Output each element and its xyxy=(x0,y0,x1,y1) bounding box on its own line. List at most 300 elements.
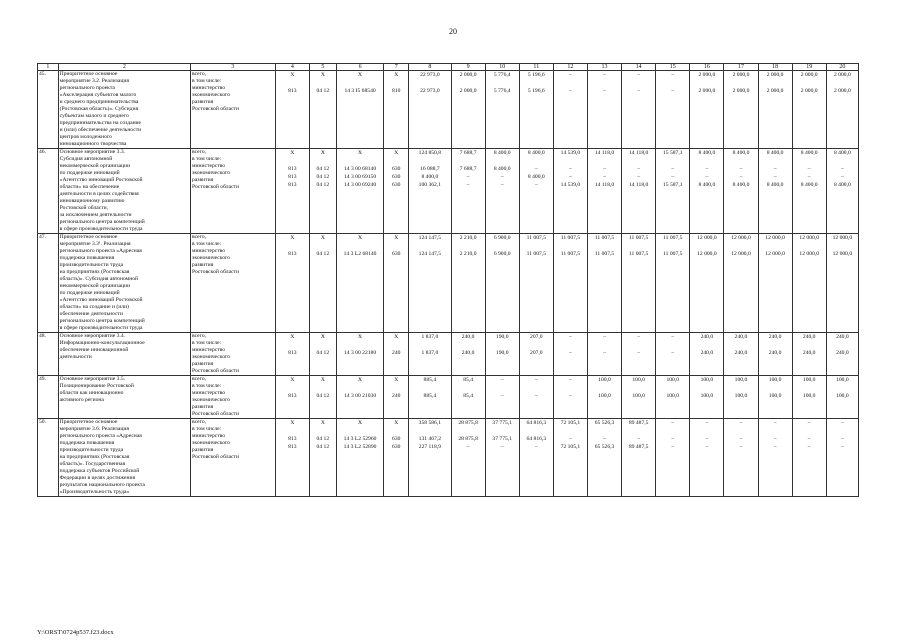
code-value: 813 xyxy=(288,166,297,172)
code-value: Х xyxy=(358,377,363,383)
executor-line: Ростовской области xyxy=(192,368,239,374)
amount-value: 22 973,0 xyxy=(420,72,440,78)
code-value: 14 3 00 69240 xyxy=(343,182,377,188)
column-header: 7 xyxy=(384,64,409,71)
event-name-line: инновационному развитию xyxy=(59,198,125,204)
code-value: 240 xyxy=(392,393,401,399)
amount-value: 100,0 xyxy=(836,377,849,383)
amount-value: – xyxy=(671,166,675,172)
amount-value: – xyxy=(739,436,743,442)
amount-cell xyxy=(724,234,758,333)
event-name-line: некоммерческой организации xyxy=(59,283,131,289)
amount-value: 2 210,0 xyxy=(459,235,477,241)
amount-value: 100,0 xyxy=(598,377,611,383)
executor-line: всего, xyxy=(192,333,207,339)
code-cell xyxy=(275,71,309,149)
code-value: Х xyxy=(320,377,325,383)
amount-value: – xyxy=(637,436,641,442)
executor-line: всего, xyxy=(192,376,207,382)
code-value: 813 xyxy=(288,350,297,356)
code-value: 04 12 xyxy=(316,174,330,180)
row-number: 48. xyxy=(38,333,59,376)
budget-table xyxy=(37,63,859,497)
amount-value: 885,4 xyxy=(423,393,437,399)
amount-cell xyxy=(587,149,621,234)
amount-cell xyxy=(553,149,587,234)
amount-cell xyxy=(451,149,485,234)
amount-value: 85,4 xyxy=(463,377,473,383)
event-name-line: деятельности в целях содействия xyxy=(59,191,139,197)
code-cell xyxy=(309,149,336,234)
code-value: Х xyxy=(358,72,363,78)
event-name-line: области» на обеспечение xyxy=(59,184,120,190)
amount-value: – xyxy=(739,166,743,172)
amount-value: – xyxy=(671,88,675,94)
amount-value: 240,0 xyxy=(802,350,816,356)
amount-value: 100,0 xyxy=(666,377,680,383)
amount-cell xyxy=(758,333,792,376)
executor-line: министерство xyxy=(192,433,226,439)
code-value: 813 xyxy=(288,88,297,94)
code-value: 630 xyxy=(392,444,401,450)
column-header: 1 xyxy=(38,64,59,71)
amount-value: – xyxy=(773,166,777,172)
event-name-line: производительности труда xyxy=(59,447,124,453)
amount-cell xyxy=(553,333,587,376)
amount-cell xyxy=(792,234,826,333)
amount-cell xyxy=(409,376,451,419)
amount-value: – xyxy=(705,436,709,442)
amount-value: 16 088,7 xyxy=(420,166,440,172)
amount-value: 2 000,0 xyxy=(698,72,716,78)
amount-value: 12 000,0 xyxy=(697,235,717,241)
code-value: Х xyxy=(290,420,295,426)
code-value: 630 xyxy=(392,174,401,180)
event-name-line: регионального центра компетенций xyxy=(59,219,145,225)
amount-cell xyxy=(792,71,826,149)
amount-value: 11 007,5 xyxy=(628,235,649,241)
code-value: Х xyxy=(320,150,325,156)
amount-value: – xyxy=(603,436,606,442)
amount-cell xyxy=(622,376,656,419)
amount-value: 11 007,5 xyxy=(560,235,581,241)
amount-cell xyxy=(826,419,858,497)
amount-value: 100,0 xyxy=(632,393,645,399)
amount-value: – xyxy=(739,420,743,426)
executor-line: развития xyxy=(192,404,214,410)
code-cell xyxy=(336,419,384,497)
event-name-line: мероприятие 3.2. Реализация xyxy=(59,78,129,84)
amount-value: – xyxy=(705,166,709,172)
code-value: 14 3 I5 68540 xyxy=(344,88,376,94)
amount-cell xyxy=(724,419,758,497)
amount-value: 124 147,5 xyxy=(418,235,442,241)
amount-value: 11 007,5 xyxy=(526,235,546,241)
event-name-line: и (или) обеспечение деятельности xyxy=(59,127,142,133)
amount-cell xyxy=(587,376,621,419)
event-name-line: мероприятие 3.6. Реализация xyxy=(59,426,129,432)
event-name-line: Информационно-консультационное xyxy=(59,340,145,346)
event-name xyxy=(58,419,190,497)
column-header: 20 xyxy=(826,64,858,71)
code-cell xyxy=(309,376,336,419)
amount-value: 8 400,0 xyxy=(732,150,750,156)
event-name-line: на предприятиях (Ростовская xyxy=(59,269,130,275)
amount-value: 6 900,0 xyxy=(493,251,511,257)
executor-line: министерство xyxy=(192,347,226,353)
amount-value: 100,0 xyxy=(802,393,816,399)
event-name-line: регионального центра компетенций xyxy=(59,318,145,324)
event-name-line: на предприятиях (Ростовская xyxy=(59,454,130,460)
event-name-line: Основное мероприятие 3.3. xyxy=(59,149,126,155)
amount-cell xyxy=(792,333,826,376)
amount-value: – xyxy=(671,174,675,180)
code-cell xyxy=(336,71,384,149)
amount-cell xyxy=(519,419,553,497)
column-header: 17 xyxy=(724,64,758,71)
executor-line: министерство xyxy=(192,85,226,91)
amount-value: 65 526,3 xyxy=(594,444,615,450)
amount-value: – xyxy=(569,393,572,399)
amount-value: 5 196,6 xyxy=(527,72,545,78)
executor xyxy=(191,71,276,149)
amount-value: 100,0 xyxy=(734,377,748,383)
code-cell xyxy=(275,149,309,234)
code-cell xyxy=(275,376,309,419)
row-number: 49. xyxy=(38,376,59,419)
amount-value: – xyxy=(637,72,641,78)
executor-line: в том числе: xyxy=(192,78,222,84)
amount-value: – xyxy=(773,174,777,180)
amount-value: 240,0 xyxy=(461,334,475,340)
event-name-line: Приоритетное основное xyxy=(59,419,118,425)
amount-value: 240,0 xyxy=(836,334,849,340)
amount-cell xyxy=(826,376,858,419)
amount-value: 8 400,0 xyxy=(493,166,511,172)
event-name-line: активного региона xyxy=(59,397,104,403)
event-name-line: предпринимательства на создание xyxy=(59,120,142,126)
amount-value: – xyxy=(739,444,743,450)
amount-value: – xyxy=(569,350,572,356)
amount-value: 2 000,0 xyxy=(459,72,477,78)
amount-value: 14 118,0 xyxy=(628,182,649,188)
column-header: 14 xyxy=(622,64,656,71)
amount-cell xyxy=(553,419,587,497)
amount-value: 100,0 xyxy=(836,393,849,399)
executor-line: экономического xyxy=(192,255,230,261)
amount-cell xyxy=(519,234,553,333)
amount-cell xyxy=(656,71,690,149)
amount-value: – xyxy=(534,377,538,383)
amount-cell xyxy=(519,376,553,419)
event-name-line: мероприятие 3.3¹. Реализация xyxy=(59,241,131,247)
amount-value: 2 000,0 xyxy=(800,72,818,78)
amount-value: – xyxy=(807,436,811,442)
amount-cell xyxy=(587,71,621,149)
amount-value: – xyxy=(500,444,504,450)
amount-value: 37 775,1 xyxy=(492,420,512,426)
code-cell xyxy=(336,376,384,419)
code-value: 04 12 xyxy=(316,166,330,172)
amount-cell xyxy=(519,71,553,149)
amount-cell xyxy=(519,149,553,234)
amount-value: 100,0 xyxy=(700,377,714,383)
amount-cell xyxy=(451,419,485,497)
amount-value: 8 400,0 xyxy=(698,182,716,188)
column-header: 4 xyxy=(275,64,309,71)
executor-line: Ростовской области xyxy=(192,411,239,417)
amount-cell xyxy=(409,149,451,234)
executor xyxy=(191,234,276,333)
amount-value: 64 816,3 xyxy=(526,436,547,442)
amount-value: – xyxy=(840,166,844,172)
amount-cell xyxy=(485,333,519,376)
amount-value: 8 400,0 xyxy=(493,150,511,156)
amount-value: 240,0 xyxy=(700,334,714,340)
executor xyxy=(191,376,276,419)
amount-cell xyxy=(724,376,758,419)
event-name-line: область)». Государственная xyxy=(59,461,126,467)
amount-value: 8 400,0 xyxy=(527,174,545,180)
table-row xyxy=(38,149,859,234)
amount-value: 11 007,5 xyxy=(663,235,683,241)
amount-value: 8 400,0 xyxy=(766,150,784,156)
executor-line: Ростовской области xyxy=(192,184,239,190)
event-name-line: деятельности xyxy=(59,354,92,360)
amount-cell xyxy=(656,419,690,497)
code-value: 04 12 xyxy=(316,88,330,94)
amount-value: – xyxy=(569,166,572,172)
amount-value: – xyxy=(807,420,811,426)
amount-cell xyxy=(690,419,724,497)
table-row xyxy=(38,71,859,149)
code-cell xyxy=(336,149,384,234)
executor-line: в том числе: xyxy=(192,156,222,162)
event-name xyxy=(58,71,190,149)
amount-value: 11 007,5 xyxy=(594,235,615,241)
amount-value: 14 539,0 xyxy=(560,150,581,156)
code-value: 813 xyxy=(288,436,297,442)
table-row xyxy=(38,376,859,419)
code-value: Х xyxy=(320,334,325,340)
amount-value: 8 400,0 xyxy=(527,150,545,156)
amount-value: 190,0 xyxy=(495,350,509,356)
column-header: 10 xyxy=(485,64,519,71)
amount-value: 100,0 xyxy=(768,377,782,383)
event-name-line: Приоритетное основное xyxy=(59,234,118,240)
amount-value: – xyxy=(807,174,811,180)
amount-value: 1 837,0 xyxy=(421,350,439,356)
amount-value: – xyxy=(840,174,844,180)
amount-value: – xyxy=(569,377,572,383)
amount-value: 14 118,0 xyxy=(594,182,615,188)
amount-value: 15 587,1 xyxy=(662,182,683,188)
code-value: Х xyxy=(394,334,399,340)
amount-value: – xyxy=(739,174,743,180)
code-value: Х xyxy=(394,235,399,241)
event-name-line: «Производительность труда» xyxy=(59,489,130,495)
row-number: 46. xyxy=(38,149,59,234)
code-cell xyxy=(309,419,336,497)
amount-value: 11 007,5 xyxy=(526,251,546,257)
amount-value: – xyxy=(569,334,572,340)
amount-value: – xyxy=(603,88,606,94)
amount-value: – xyxy=(569,88,572,94)
code-value: Х xyxy=(290,150,295,156)
amount-value: – xyxy=(637,350,641,356)
executor-line: развития xyxy=(192,447,214,453)
amount-cell xyxy=(792,149,826,234)
executor-line: экономического xyxy=(192,92,230,98)
amount-cell xyxy=(826,149,858,234)
executor-line: всего, xyxy=(192,149,207,155)
code-value: Х xyxy=(320,235,325,241)
executor-line: министерство xyxy=(192,163,226,169)
amount-cell xyxy=(485,419,519,497)
code-value: 14 3 00 21030 xyxy=(343,393,377,399)
amount-value: – xyxy=(705,174,709,180)
amount-value: 12 000,0 xyxy=(731,251,751,257)
amount-cell xyxy=(451,234,485,333)
event-name-line: производительности труда xyxy=(59,262,124,268)
column-header: 19 xyxy=(792,64,826,71)
amount-cell xyxy=(758,149,792,234)
executor-line: в том числе: xyxy=(192,340,222,346)
event-name-line: в сфере производительности труда xyxy=(59,325,143,331)
code-value: Х xyxy=(320,72,325,78)
amount-value: – xyxy=(671,72,675,78)
amount-cell xyxy=(485,149,519,234)
amount-value: 100 362,1 xyxy=(418,182,442,188)
code-value: 813 xyxy=(288,182,297,188)
event-name-line: Ростовской области, xyxy=(59,205,109,211)
amount-cell xyxy=(690,149,724,234)
event-name-line: и среднего предпринимательства xyxy=(59,99,139,105)
amount-cell xyxy=(690,333,724,376)
amount-value: 8 400,0 xyxy=(833,150,851,156)
amount-cell xyxy=(792,419,826,497)
event-name xyxy=(58,333,190,376)
code-cell xyxy=(384,149,409,234)
amount-cell xyxy=(451,333,485,376)
column-header: 9 xyxy=(451,64,485,71)
amount-cell xyxy=(758,376,792,419)
executor-line: развития xyxy=(192,177,214,183)
amount-cell xyxy=(409,333,451,376)
amount-cell xyxy=(724,333,758,376)
amount-cell xyxy=(587,234,621,333)
amount-cell xyxy=(690,376,724,419)
column-header: 12 xyxy=(553,64,587,71)
code-value: 04 12 xyxy=(316,444,330,450)
amount-value: 22 973,0 xyxy=(420,88,440,94)
amount-value: 240,0 xyxy=(836,350,849,356)
executor-line: всего, xyxy=(192,419,207,425)
amount-value: – xyxy=(603,166,606,172)
amount-value: 12 000,0 xyxy=(832,235,853,241)
amount-value: 72 105,1 xyxy=(560,420,581,426)
code-value: Х xyxy=(290,72,295,78)
amount-value: 207,0 xyxy=(530,334,543,340)
code-value: 630 xyxy=(392,182,401,188)
amount-value: – xyxy=(500,377,504,383)
amount-value: 100,0 xyxy=(598,393,611,399)
event-name-line: регионального проекта «Адресная xyxy=(59,248,142,254)
event-name-line: Субсидия автономной xyxy=(59,156,113,162)
amount-value: 5 776,4 xyxy=(493,88,511,94)
amount-value: 11 007,5 xyxy=(663,251,683,257)
code-cell xyxy=(384,71,409,149)
code-value: 04 12 xyxy=(316,251,330,257)
amount-cell xyxy=(758,419,792,497)
amount-value: 12 000,0 xyxy=(832,251,853,257)
code-value: 630 xyxy=(392,436,401,442)
amount-value: 227 118,9 xyxy=(418,444,441,450)
amount-value: – xyxy=(500,182,504,188)
amount-value: – xyxy=(466,174,470,180)
amount-value: – xyxy=(637,174,641,180)
event-name-line: «Агентство инноваций Ростовской xyxy=(59,177,143,183)
code-cell xyxy=(384,234,409,333)
amount-cell xyxy=(690,71,724,149)
amount-value: 12 000,0 xyxy=(799,251,819,257)
amount-cell xyxy=(485,376,519,419)
row-number: 45. xyxy=(38,71,59,149)
amount-cell xyxy=(656,234,690,333)
amount-value: – xyxy=(603,72,606,78)
amount-cell xyxy=(622,149,656,234)
event-name xyxy=(58,149,190,234)
amount-value: 12 000,0 xyxy=(799,235,819,241)
code-value: Х xyxy=(290,377,295,383)
amount-value: 8 400,0 xyxy=(732,182,750,188)
amount-cell xyxy=(656,333,690,376)
code-cell xyxy=(336,333,384,376)
code-cell xyxy=(275,419,309,497)
executor xyxy=(191,149,276,234)
amount-value: 64 816,3 xyxy=(526,420,547,426)
event-name-line: области как инновационно xyxy=(59,390,124,396)
event-name-line: «Агентство инноваций Ростовской xyxy=(59,297,143,303)
amount-value: 240,0 xyxy=(768,350,782,356)
code-cell xyxy=(384,333,409,376)
amount-value: – xyxy=(534,166,538,172)
amount-value: – xyxy=(671,420,675,426)
code-cell xyxy=(309,333,336,376)
amount-value: – xyxy=(671,444,675,450)
event-name-line: инновационного творчества xyxy=(59,141,127,147)
code-value: Х xyxy=(394,72,399,78)
amount-value: 8 400,0 xyxy=(800,182,818,188)
amount-cell xyxy=(690,234,724,333)
amount-value: 240,0 xyxy=(461,350,475,356)
event-name-line: поддержка повышения xyxy=(59,255,115,261)
code-value: Х xyxy=(394,377,399,383)
amount-value: – xyxy=(773,444,777,450)
code-value: 04 12 xyxy=(316,393,330,399)
amount-cell xyxy=(724,71,758,149)
code-value: Х xyxy=(320,420,325,426)
amount-value: 15 587,1 xyxy=(662,150,683,156)
event-name-line: центров молодежного xyxy=(59,134,112,140)
amount-value: 5 776,4 xyxy=(493,72,511,78)
column-header: 11 xyxy=(519,64,553,71)
executor-line: Ростовской области xyxy=(192,106,239,112)
column-header: 16 xyxy=(690,64,724,71)
event-name-line: Позиционирование Ростовской xyxy=(59,383,134,389)
amount-value: – xyxy=(807,166,811,172)
executor-line: в том числе: xyxy=(192,426,222,432)
